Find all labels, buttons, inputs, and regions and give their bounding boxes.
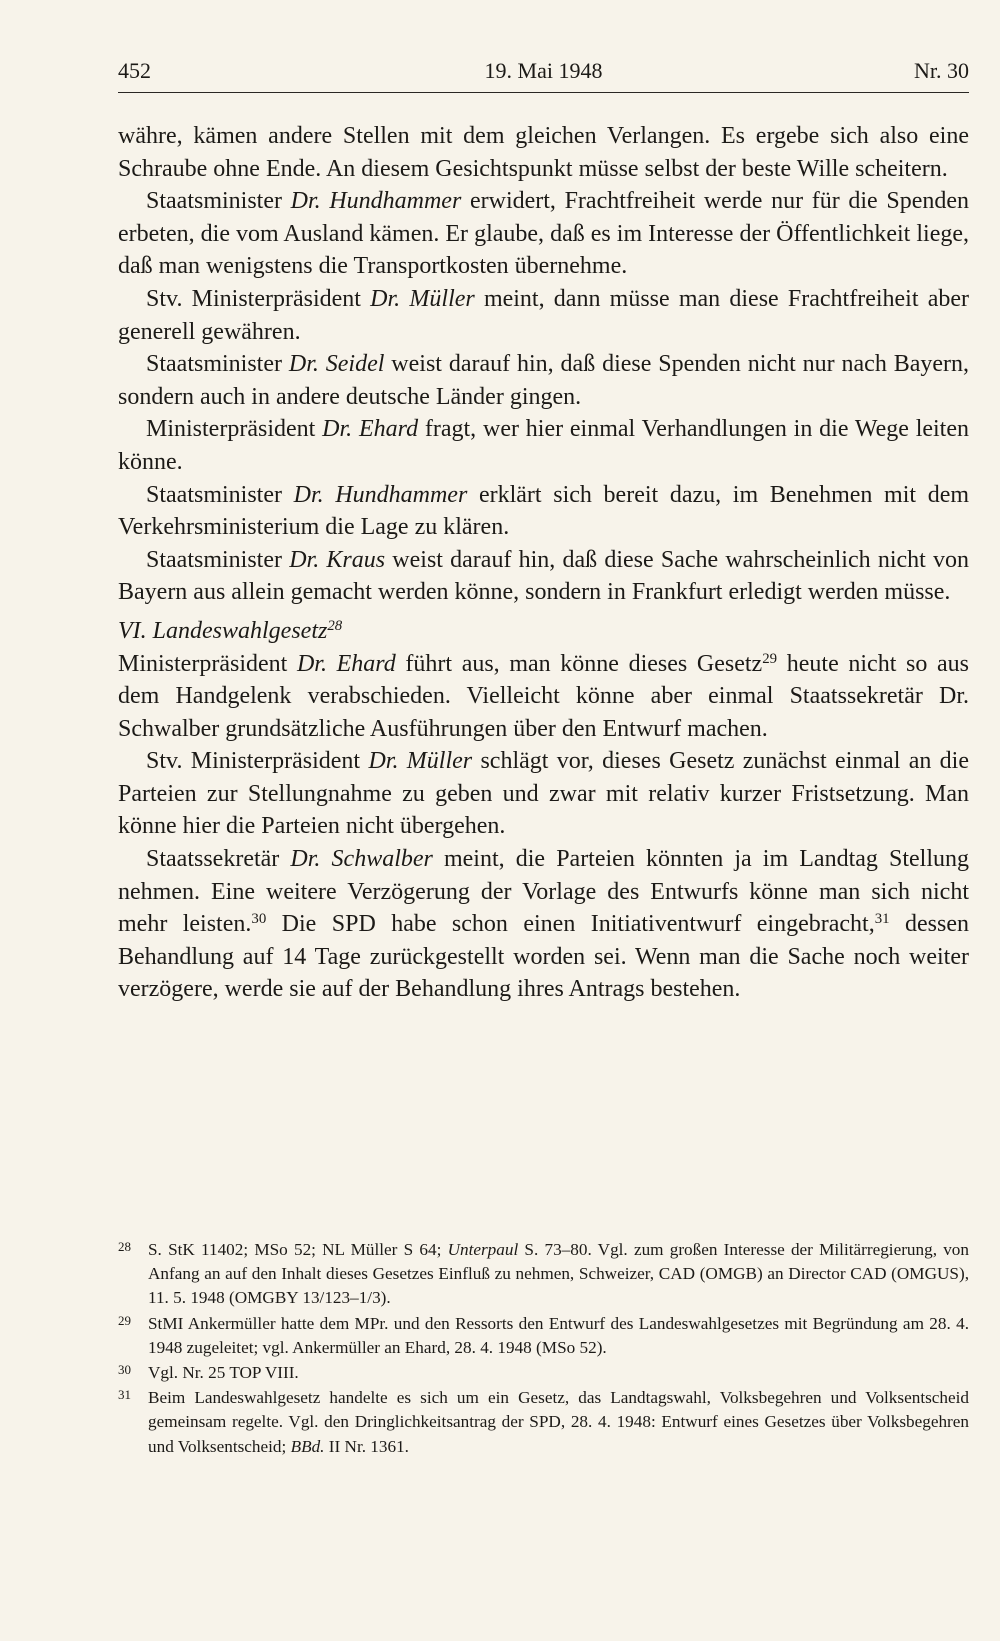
speaker-role: Staatsminister [146, 546, 290, 573]
paragraph-text: dessen Behandlung auf 14 Tage zurückgestellt worden sei. Wenn man die Sache noch weiter verzögere, werde sie auf der Behandlung ihres Antrags bestehen. [118, 911, 969, 1003]
paragraph [118, 843, 969, 1006]
footnote-text: StMI Ankermüller hatte dem MPr. und den Ressorts den Entwurf des Landeswahlgesetzes mit Begründung am 28. 4. 1948 zugeleitet; vgl. Ankermüller an Ehard, 28. 4. 1948 (MSo 52). [148, 1313, 969, 1357]
running-header [118, 56, 969, 93]
footnotes [118, 1238, 969, 1460]
speaker-title: Dr. [288, 351, 319, 378]
footnote [118, 1238, 969, 1311]
speaker-name: Hundhammer [335, 481, 468, 508]
speaker-name: Schwalber [331, 846, 433, 873]
footnote-ref[interactable]: 31 [874, 911, 890, 928]
speaker-title: Dr. [368, 748, 399, 775]
footnote-number: 28 [118, 1239, 131, 1254]
header-date: 19. Mai 1948 [484, 58, 603, 83]
speaker-role: Staatsminister [146, 481, 294, 508]
speaker-name: Müller [409, 285, 475, 312]
speaker-name: Seidel [325, 351, 385, 378]
speaker-name: Müller [406, 748, 473, 775]
speaker-title: Dr. [290, 846, 321, 873]
paragraph-text: meint, dann müsse man diese Frachtfreiheit aber generell gewähren. [118, 285, 970, 345]
speaker-title: Dr. [289, 546, 320, 573]
footnote-text: S. 73–80. Vgl. zum großen Interesse der Militärregierung, von Anfang an auf den Inhalt dieses Gesetzes Einfluß zu nehmen, Schweizer, CAD (OMGB) an Director CAD (OMGUS), 11. 5. 1948 (OMGBY 13/123–1/3). [148, 1240, 969, 1308]
paragraph-text: schlägt vor, dieses Gesetz zunächst einmal an die Parteien zur Stellungnahme zu geben und zwar mit relativ kurzer Fristsetzung. Man könne hier die Parteien nicht übergehen. [118, 748, 970, 840]
paragraph [118, 745, 969, 843]
speaker-role: Staatsminister [146, 188, 291, 215]
paragraph [118, 648, 969, 746]
footnote [118, 1361, 969, 1385]
main-text [118, 120, 969, 1006]
document-number: Nr. 30 [914, 58, 969, 83]
speaker-name: Ehard [336, 650, 396, 677]
speaker-role: Staatssekretär [146, 846, 291, 873]
speaker-title: Dr. [290, 188, 321, 215]
section-heading [118, 615, 969, 648]
paragraph-text: weist darauf hin, daß diese Sache wahrscheinlich nicht von Bayern aus allein gemacht werden könne, sondern in Frankfurt erledigt werden müsse. [118, 546, 970, 606]
speaker-title: Dr. [322, 416, 353, 443]
footnote-text: S. StK 11402; MSo 52; NL Müller S 64; [148, 1240, 448, 1259]
paragraph-text: meint, die Parteien könnten ja im Landtag Stellung nehmen. Eine weitere Verzögerung der Vorlage des Entwurfs könne man sich nicht mehr leisten. [118, 846, 970, 938]
speaker-title: Dr. [296, 650, 327, 677]
speaker-role: Ministerpräsident [118, 650, 297, 677]
speaker-role: Ministerpräsident [146, 416, 323, 443]
speaker-name: Kraus [326, 546, 386, 573]
paragraph-text: heute nicht so aus dem Handgelenk verabschieden. Vielleicht könne aber einmal Staatssekretär Dr. Schwalber grundsätzliche Ausführungen über den Entwurf machen. [118, 650, 969, 742]
section-heading-text: VI. Landeswahlgesetz [118, 617, 328, 644]
paragraph-text: führt aus, man könne dieses Gesetz [395, 650, 763, 677]
speaker-name: Ehard [358, 416, 419, 443]
paragraph: währe, kämen andere Stellen mit dem gleichen Verlangen. Es ergebe sich also eine Schraube ohne Ende. An diesem Gesichtspunkt müsse selbst der beste Wille scheitern. [118, 123, 969, 182]
footnote-italic: BBd. [290, 1436, 325, 1456]
paragraph-text: erwidert, Frachtfreiheit werde nur für die Spenden erbeten, die vom Ausland kämen. Er glaube, daß es im Interesse der Öffentlichkeit liege, daß man wenigstens die Transportkosten übernehme. [118, 188, 970, 280]
speaker-role: Staatsminister [146, 351, 289, 378]
paragraph [118, 479, 969, 544]
footnote-ref[interactable]: 29 [762, 650, 778, 667]
footnote-number: 31 [118, 1387, 131, 1403]
paragraph [118, 348, 969, 413]
speaker-title: Dr. [293, 481, 324, 508]
paragraph [118, 413, 969, 478]
footnote-ref[interactable]: 28 [327, 617, 343, 634]
footnote-text: Beim Landeswahlgesetz handelte es sich um ein Gesetz, das Landtagswahl, Volksbegehren und Volksentscheid gemeinsam regelte. Vgl. den Dringlichkeitsantrag der SPD, 28. 4. 1948: Entwurf eines Gesetzes über Volksbegehren und Volksentscheid; [148, 1388, 969, 1456]
paragraph [118, 283, 969, 348]
footnote-text: Vgl. Nr. 25 TOP VIII. [148, 1363, 299, 1383]
paragraph [118, 185, 969, 283]
footnote-text: II Nr. 1361. [324, 1436, 409, 1456]
speaker-title: Dr. [370, 285, 401, 312]
footnote-ref[interactable]: 30 [251, 911, 267, 928]
paragraph-text: erklärt sich bereit dazu, im Benehmen mit dem Verkehrsministerium die Lage zu klären. [118, 481, 970, 541]
footnote [118, 1386, 969, 1459]
paragraph-text: fragt, wer hier einmal Verhandlungen in die Wege leiten könne. [118, 416, 970, 475]
paragraph-text: Die SPD habe schon einen Initiativentwurf eingebracht, [266, 911, 875, 938]
footnote-number: 29 [118, 1312, 131, 1328]
paragraph-text: weist darauf hin, daß diese Spenden nicht nur nach Bayern, sondern auch in andere deutsche Länder gingen. [118, 351, 970, 410]
speaker-name: Hundhammer [329, 188, 462, 215]
speaker-role: Stv. Ministerpräsident [146, 285, 371, 312]
footnote-number: 30 [118, 1362, 131, 1378]
paragraph [118, 544, 969, 609]
footnote-italic: Unterpaul [447, 1240, 519, 1259]
page-number: 452 [118, 58, 151, 83]
footnote [118, 1312, 969, 1360]
speaker-role: Stv. Ministerpräsident [146, 748, 369, 775]
